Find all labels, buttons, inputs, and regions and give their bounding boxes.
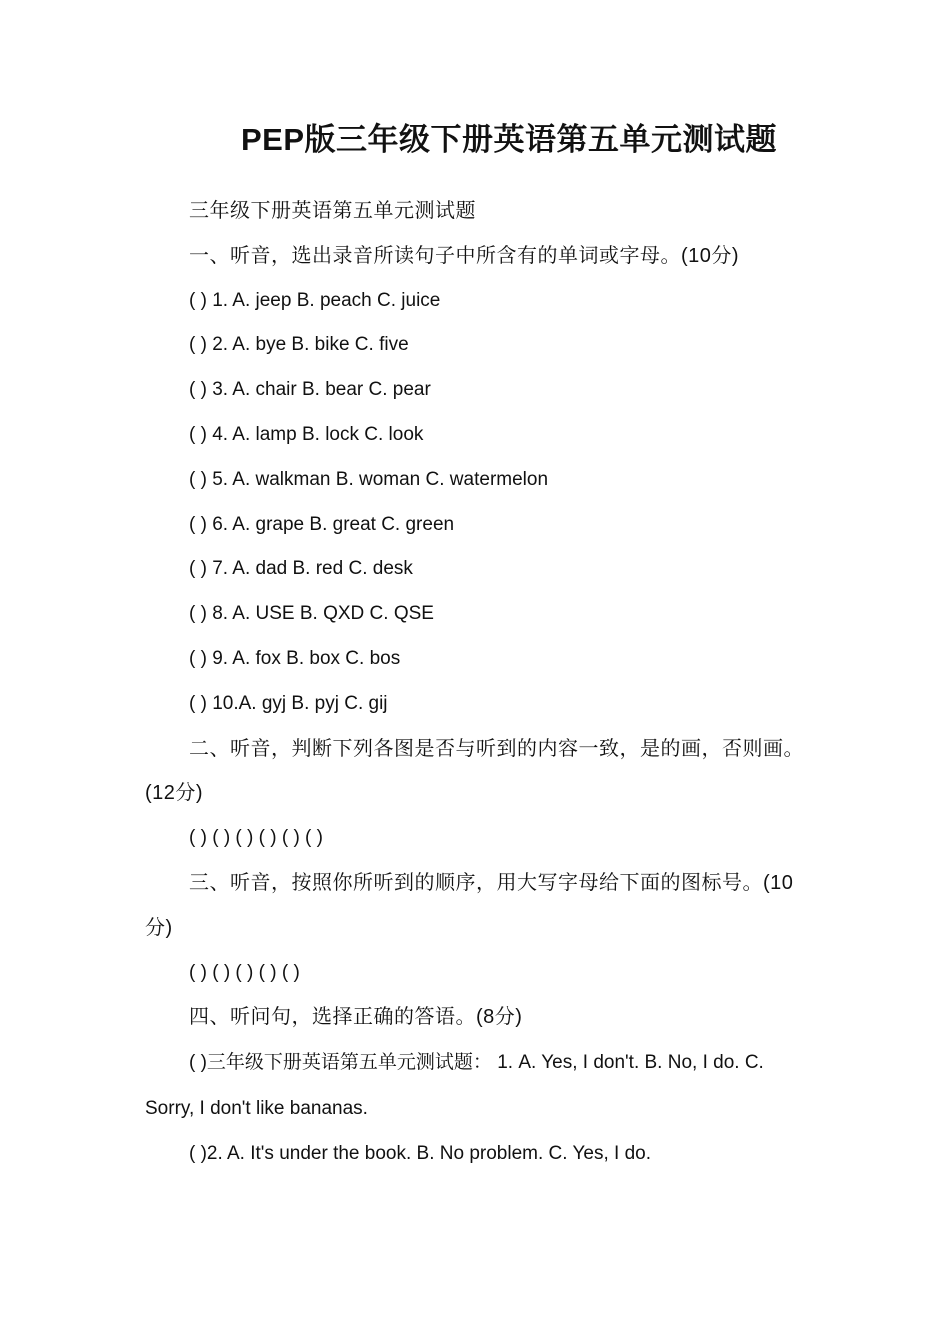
question-2: ( ) 2. A. bye B. bike C. five <box>189 334 409 356</box>
section-2-heading: 二、听音，判断下列各图是否与听到的内容一致，是的画，否则画。(12分) <box>145 737 804 805</box>
section-3-heading: 三、听音，按照你所听到的顺序，用大写字母给下面的图标号。(10分) <box>145 871 794 939</box>
section-2-answer-blanks: ( ) ( ) ( ) ( ) ( ) ( ) <box>189 827 323 849</box>
section-3-answer-blanks: ( ) ( ) ( ) ( ) ( ) <box>189 961 300 983</box>
question-1: ( ) 1. A. jeep B. peach C. juice <box>189 289 441 311</box>
question-7: ( ) 7. A. dad B. red C. desk <box>189 558 413 580</box>
question-4: ( ) 4. A. lamp B. lock C. look <box>189 423 424 445</box>
document-title: PEP版三年级下册英语第五单元测试题 <box>240 122 778 157</box>
question-10: ( ) 10.A. gyj B. pyj C. gij <box>189 692 388 714</box>
section-4-heading: 四、听问句，选择正确的答语。(8分) <box>189 1006 523 1029</box>
question-8: ( ) 8. A. USE B. QXD C. QSE <box>189 603 434 625</box>
subtitle-paragraph: 三年级下册英语第五单元测试题 <box>189 200 476 222</box>
question-9: ( ) 9. A. fox B. box C. bos <box>189 647 401 669</box>
question-5: ( ) 5. A. walkman B. woman C. watermelon <box>189 468 549 490</box>
document-body <box>145 189 810 1177</box>
section-4-question-2: ( )2. A. It's under the book. B. No problem. C. Yes, I do. <box>189 1143 651 1165</box>
section-1-heading: 一、听音，选出录音所读句子中所含有的单词或字母。(10分) <box>189 244 740 267</box>
section-4-question-1: ( )三年级下册英语第五单元测试题： 1. A. Yes, I don't. B. No, I do. C. Sorry, I don't like bananas. <box>145 1052 764 1120</box>
question-6: ( ) 6. A. grape B. great C. green <box>189 513 455 535</box>
question-3: ( ) 3. A. chair B. bear C. pear <box>189 379 431 401</box>
